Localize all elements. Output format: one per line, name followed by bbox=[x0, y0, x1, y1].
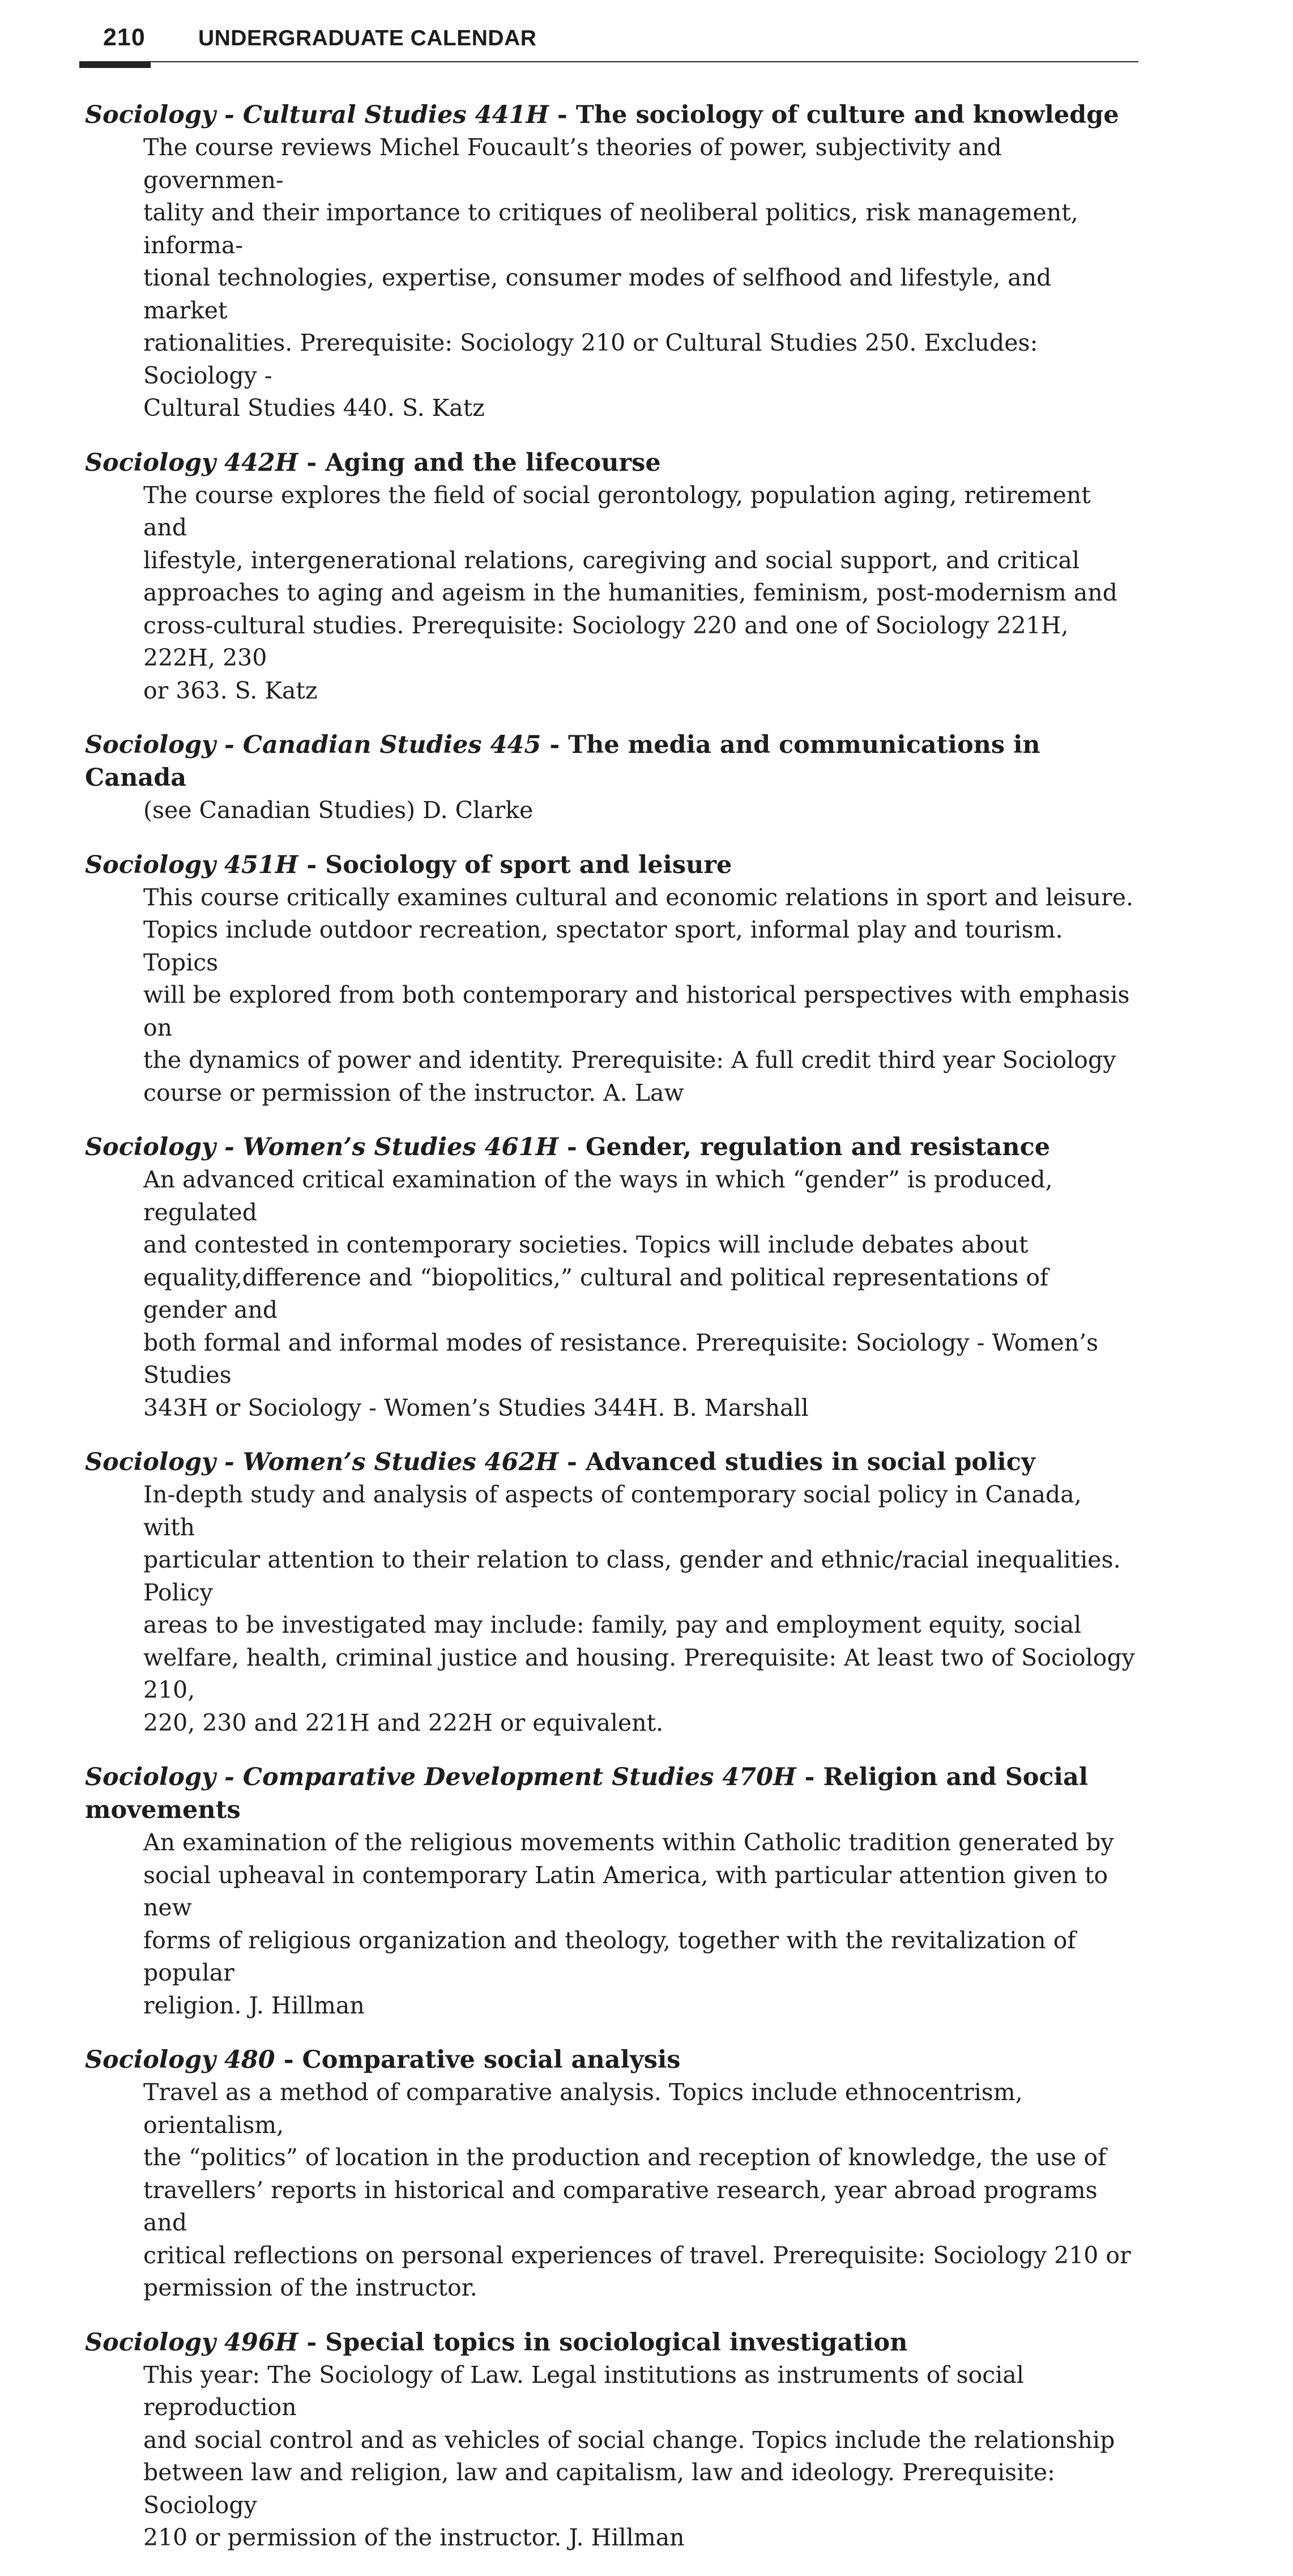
course-code: Sociology - Cultural Studies 441H bbox=[85, 101, 549, 129]
course-title: - Aging and the lifecourse bbox=[298, 448, 661, 477]
course-entry bbox=[85, 2326, 1138, 2554]
description-line: social upheaval in contemporary Latin America, with particular attention given to new bbox=[143, 1861, 1108, 1921]
course-title: - Religion and Social movements bbox=[85, 1763, 1089, 1824]
course-heading bbox=[85, 2326, 1138, 2359]
course-heading bbox=[85, 446, 1138, 479]
course-heading bbox=[85, 729, 1138, 794]
description-line: This year: The Sociology of Law. Legal institutions as instruments of social reproduction bbox=[143, 2361, 1024, 2421]
course-code: Sociology 451H bbox=[85, 850, 298, 879]
course-title: - Comparative social analysis bbox=[275, 2046, 681, 2074]
description-line: course or permission of the instructor. A. Law bbox=[143, 1079, 684, 1106]
description-line: will be explored from both contemporary and historical perspectives with emphasis on bbox=[143, 981, 1130, 1041]
description-line: critical reflections on personal experiences of travel. Prerequisite: Sociology 210 or bbox=[143, 2241, 1131, 2269]
course-description bbox=[143, 1164, 1138, 1424]
course-title: - Advanced studies in social policy bbox=[558, 1448, 1035, 1476]
course-description bbox=[143, 882, 1138, 1110]
description-line: particular attention to their relation to class, gender and ethnic/racial inequalities. Policy bbox=[143, 1546, 1121, 1606]
header-tab-bar bbox=[79, 61, 151, 68]
course-description bbox=[143, 1826, 1138, 2022]
header-rule bbox=[79, 61, 1138, 62]
description-line: tality and their importance to critiques of neoliberal politics, risk management, informa- bbox=[143, 199, 1078, 259]
page-header bbox=[79, 24, 1138, 61]
description-line: rationalities. Prerequisite: Sociology 210 or Cultural Studies 250. Excludes: Sociology - bbox=[143, 329, 1038, 389]
course-title: - The media and communications in Canada bbox=[85, 731, 1040, 792]
description-line: Topics include outdoor recreation, spectator sport, informal play and tourism. Topics bbox=[143, 916, 1063, 976]
course-code: Sociology - Comparative Development Studies 470H bbox=[85, 1763, 796, 1791]
course-description bbox=[143, 2359, 1138, 2554]
description-line: An advanced critical examination of the ways in which “gender” is produced, regulated bbox=[143, 1166, 1053, 1226]
course-title: - The sociology of culture and knowledge bbox=[549, 101, 1119, 129]
course-entry bbox=[85, 446, 1138, 708]
description-line: welfare, health, criminal justice and housing. Prerequisite: At least two of Sociology 210, bbox=[143, 1643, 1135, 1704]
course-list bbox=[85, 99, 1138, 2576]
description-line: forms of religious organization and theology, together with the revitalization of popular bbox=[143, 1926, 1076, 1986]
course-entry bbox=[85, 99, 1138, 425]
description-line: tional technologies, expertise, consumer modes of selfhood and lifestyle, and market bbox=[143, 264, 1052, 324]
description-line: religion. J. Hillman bbox=[143, 1991, 365, 2019]
description-line: Cultural Studies 440. S. Katz bbox=[143, 394, 485, 421]
course-heading bbox=[85, 1761, 1138, 1826]
description-line: Travel as a method of comparative analysis. Topics include ethnocentrism, orientalism, bbox=[143, 2079, 1023, 2139]
course-description bbox=[143, 2076, 1138, 2305]
description-line: cross-cultural studies. Prerequisite: Sociology 220 and one of Sociology 221H, 222H, 230 bbox=[143, 611, 1069, 671]
course-entry bbox=[85, 729, 1138, 827]
course-heading bbox=[85, 1131, 1138, 1164]
description-line: or 363. S. Katz bbox=[143, 676, 318, 704]
description-line: between law and religion, law and capitalism, law and ideology. Prerequisite: Sociology bbox=[143, 2459, 1055, 2519]
description-line: equality,difference and “biopolitics,” cultural and political representations of gender and bbox=[143, 1263, 1049, 1323]
course-entry bbox=[85, 849, 1138, 1110]
description-line: the “politics” of location in the production and reception of knowledge, the use of bbox=[143, 2144, 1107, 2171]
description-line: (see Canadian Studies) D. Clarke bbox=[143, 797, 534, 824]
course-code: Sociology - Canadian Studies 445 bbox=[85, 731, 541, 759]
course-heading bbox=[85, 1446, 1138, 1479]
course-code: Sociology 480 bbox=[85, 2046, 275, 2074]
description-line: In-depth study and analysis of aspects of contemporary social policy in Canada, with bbox=[143, 1481, 1082, 1541]
course-title: - Special topics in sociological investigation bbox=[298, 2328, 908, 2357]
description-line: This course critically examines cultural and economic relations in sport and leisure. bbox=[143, 883, 1134, 911]
course-heading bbox=[85, 2043, 1138, 2076]
course-entry bbox=[85, 2043, 1138, 2305]
description-line: areas to be investigated may include: family, pay and employment equity, social bbox=[143, 1611, 1082, 1638]
course-code: Sociology 496H bbox=[85, 2328, 298, 2357]
running-title: UNDERGRADUATE CALENDAR bbox=[198, 26, 537, 50]
course-description bbox=[143, 1479, 1138, 1739]
description-line: 220, 230 and 221H and 222H or equivalent. bbox=[143, 1709, 664, 1736]
description-line: and social control and as vehicles of social change. Topics include the relationship bbox=[143, 2426, 1115, 2454]
course-heading bbox=[85, 849, 1138, 882]
course-description bbox=[143, 479, 1138, 708]
description-line: permission of the instructor. bbox=[143, 2274, 477, 2301]
course-code: Sociology 442H bbox=[85, 448, 298, 477]
description-line: The course explores the field of social gerontology, population aging, retirement and bbox=[143, 481, 1091, 541]
description-line: travellers’ reports in historical and comparative research, year abroad programs and bbox=[143, 2176, 1098, 2236]
course-description bbox=[143, 131, 1138, 425]
course-title: - Sociology of sport and leisure bbox=[298, 850, 732, 879]
course-description bbox=[143, 794, 1138, 827]
description-line: 210 or permission of the instructor. J. Hillman bbox=[143, 2524, 685, 2551]
course-code: Sociology - Women’s Studies 461H bbox=[85, 1133, 559, 1161]
description-line: the dynamics of power and identity. Prerequisite: A full credit third year Sociology bbox=[143, 1046, 1116, 1074]
course-entry bbox=[85, 1131, 1138, 1424]
course-title: - Gender, regulation and resistance bbox=[558, 1133, 1051, 1161]
course-heading bbox=[85, 99, 1138, 131]
description-line: and contested in contemporary societies. Topics will include debates about bbox=[143, 1231, 1029, 1258]
description-line: lifestyle, intergenerational relations, caregiving and social support, and critical bbox=[143, 546, 1080, 574]
course-entry bbox=[85, 1761, 1138, 2022]
page-number: 210 bbox=[103, 24, 146, 51]
description-line: The course reviews Michel Foucault’s theories of power, subjectivity and governmen- bbox=[143, 134, 1002, 194]
description-line: 343H or Sociology - Women’s Studies 344H. B. Marshall bbox=[143, 1394, 809, 1421]
course-code: Sociology - Women’s Studies 462H bbox=[85, 1448, 559, 1476]
description-line: An examination of the religious movements within Catholic tradition generated by bbox=[143, 1829, 1114, 1856]
description-line: approaches to aging and ageism in the humanities, feminism, post-modernism and bbox=[143, 579, 1117, 606]
course-entry bbox=[85, 1446, 1138, 1739]
description-line: both formal and informal modes of resistance. Prerequisite: Sociology - Women’s Studies bbox=[143, 1329, 1099, 1389]
